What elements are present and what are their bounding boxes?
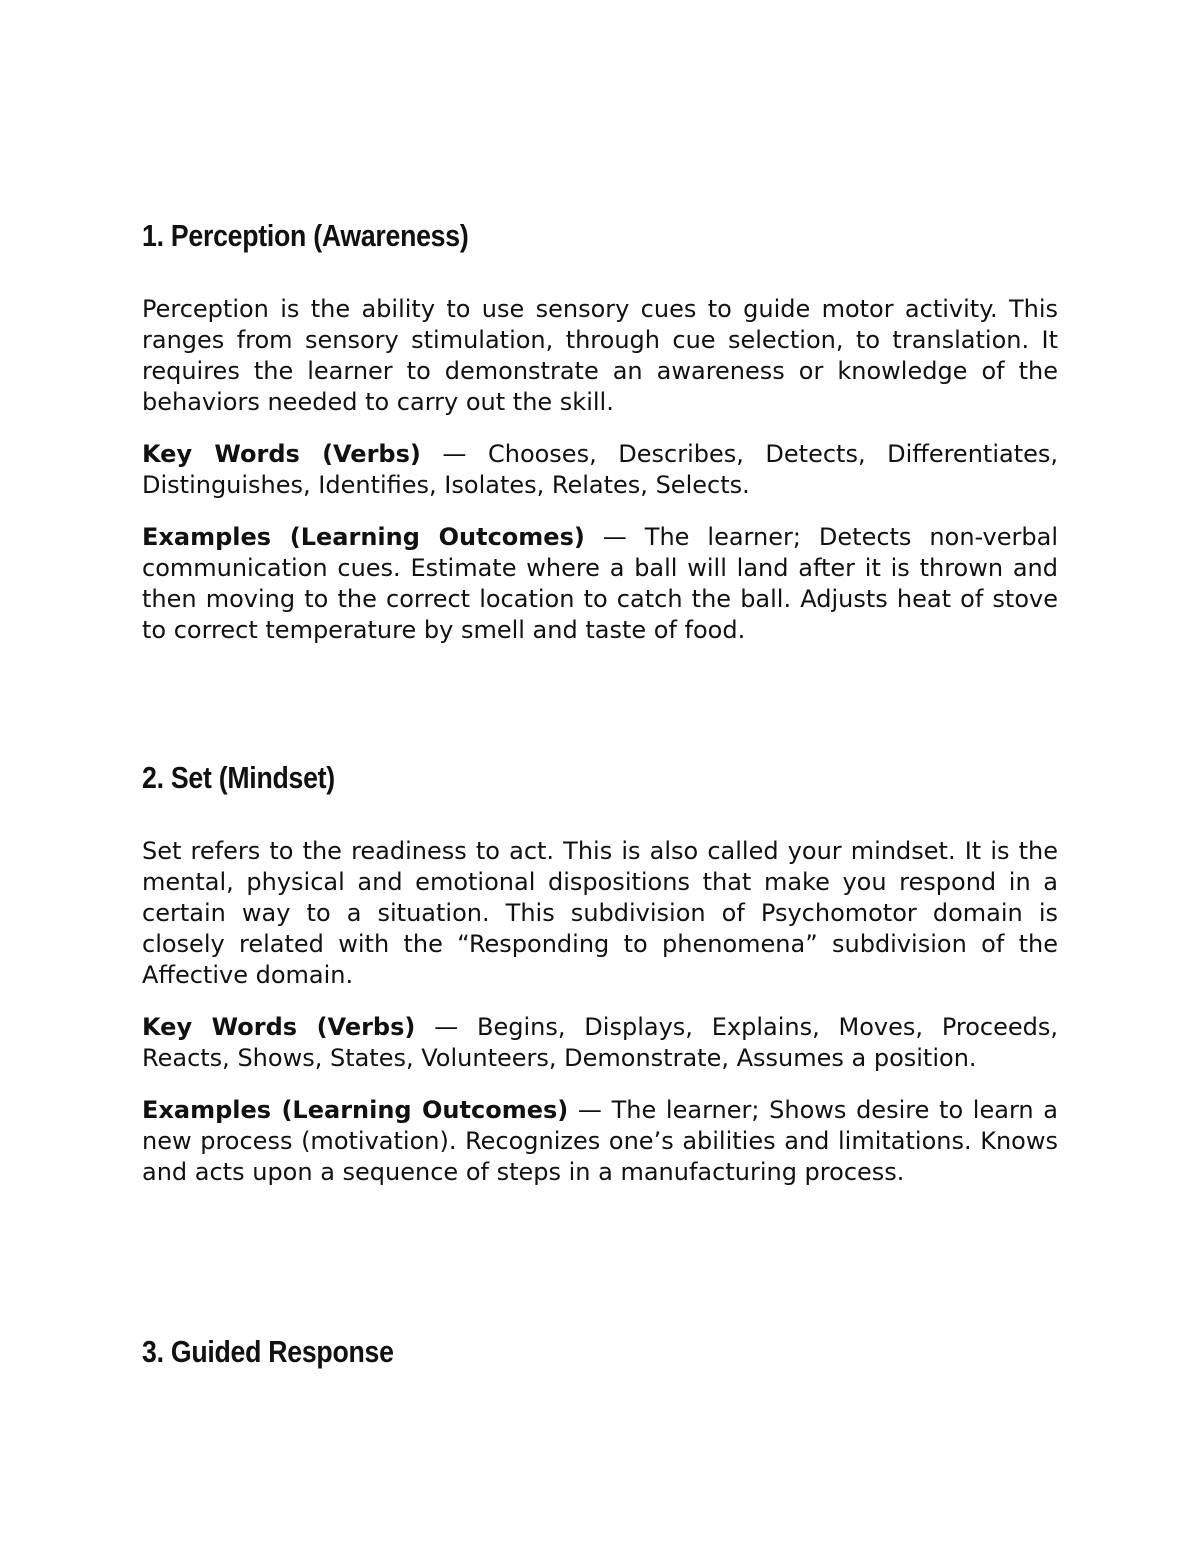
examples-paragraph (142, 522, 1058, 646)
examples-paragraph (142, 1095, 1058, 1188)
definition-paragraph: Set refers to the readiness to act. This is also called your mindset. It is the mental, physical and emotional dispositions that make you respond in a certain way to a situation. This subdivision of Psychomotor domain is closely related with the “Responding to phenomena” subdivision of the Affective domain. (142, 837, 1058, 989)
section-heading: 3. Guided Response (142, 1334, 394, 1369)
examples-text: — The learner; Shows desire to learn a new process (motivation). Recognizes one’s abilities and limitations. Knows and acts upon a sequence of steps in a manufacturing process. (142, 1096, 1058, 1186)
keywords-label: Key Words (Verbs) (142, 440, 421, 468)
examples-text: — The learner; Detects non-verbal communication cues. Estimate where a ball will land after it is thrown and then moving to the correct location to catch the ball. Adjusts heat of stove to correct temperature by smell and taste of food. (142, 523, 1058, 644)
section-heading: 1. Perception (Awareness) (142, 218, 469, 253)
section-guided-response (142, 1328, 1058, 1410)
section-perception (142, 212, 1058, 646)
keywords-label: Key Words (Verbs) (142, 1013, 416, 1041)
keywords-paragraph (142, 1012, 1058, 1074)
examples-label: Examples (Learning Outcomes) (142, 1096, 569, 1124)
keywords-text: — Chooses, Describes, Detects, Differentiates, Distinguishes, Identifies, Isolates, Relates, Selects. (142, 440, 1059, 499)
section-heading: 2. Set (Mindset) (142, 760, 335, 795)
keywords-text: — Begins, Displays, Explains, Moves, Proceeds, Reacts, Shows, States, Volunteers, Demonstrate, Assumes a position. (142, 1013, 1058, 1072)
examples-label: Examples (Learning Outcomes) (142, 523, 585, 551)
keywords-paragraph (142, 439, 1058, 501)
section-set (142, 754, 1058, 1209)
document-page (142, 212, 1059, 1369)
definition-paragraph: Perception is the ability to use sensory cues to guide motor activity. This ranges from sensory stimulation, through cue selection, to translation. It requires the learner to demonstrate an awareness or knowledge of the behaviors needed to carry out the skill. (142, 295, 1058, 416)
